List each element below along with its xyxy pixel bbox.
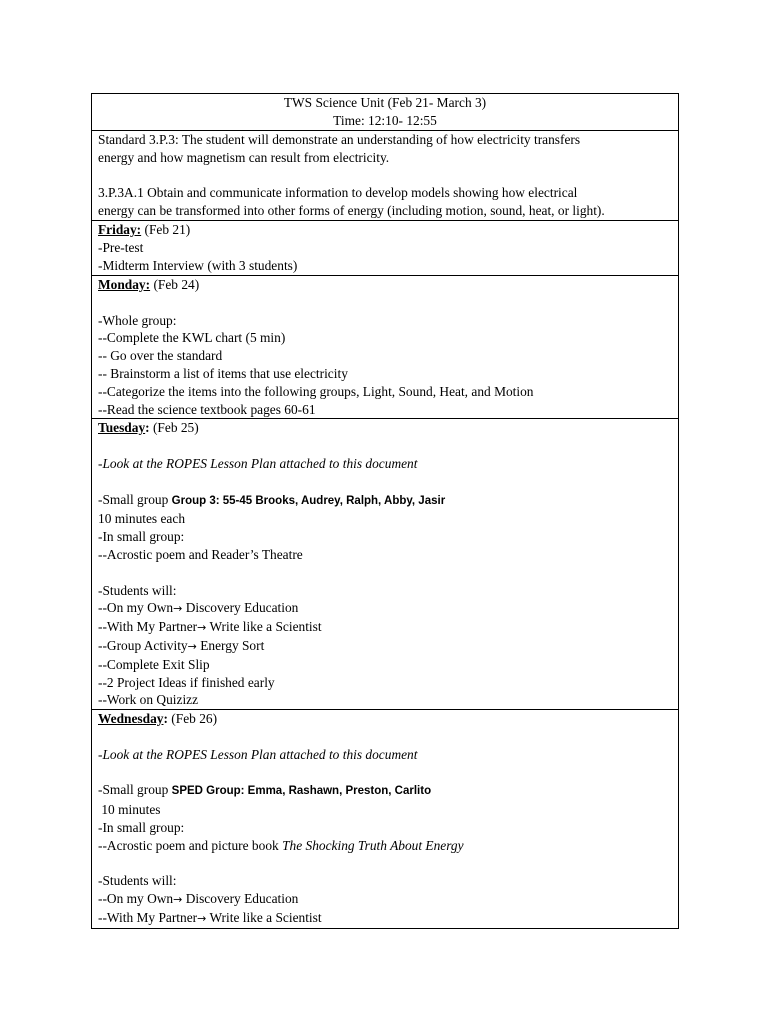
day-date: (Feb 25) [149,420,199,436]
day-heading [98,221,672,239]
list-item: 10 minutes each [98,511,186,527]
spacer [98,473,672,491]
header-cell [92,94,679,131]
tuesday-row [92,419,679,710]
right-arrow-icon: → [197,621,207,635]
list-item [98,637,672,656]
item-prefix: --On my Own [98,600,174,616]
spacer [98,855,672,873]
item-suffix: Write like a Scientist [206,619,322,635]
list-item [98,837,672,855]
list-item: -- Brainstorm a list of items that use electricity [98,365,348,381]
small-group-line [98,781,672,801]
list-item: --Complete Exit Slip [98,656,210,672]
item-prefix: --Group Activity [98,637,188,653]
spacer [98,564,672,582]
day-date: (Feb 26) [167,711,218,727]
header-row [92,94,679,131]
list-item: -In small group: [98,819,185,835]
small-group-prefix: -Small group [98,491,172,507]
list-item: --Complete the KWL chart (5 min) [98,330,286,346]
indicator-line: 3.P.3A.1 Obtain and communicate information to develop models showing how electrical [98,185,578,201]
monday-row [92,276,679,419]
list-item [98,909,672,928]
list-item: --Read the science textbook pages 60-61 [98,401,316,417]
book-title: The Shocking Truth About Energy [282,837,464,853]
day-colon: : [163,711,168,727]
spacer [98,764,672,782]
friday-cell [92,221,679,276]
spacer [98,167,672,185]
list-item: --Acrostic poem and Reader’s Theatre [98,546,303,562]
list-item: -- Go over the standard [98,348,223,364]
small-group-names: SPED Group: Emma, Rashawn, Preston, Carlito [171,785,432,798]
day-label: Wednesday [98,711,164,727]
standard-cell [92,131,679,221]
friday-row [92,221,679,276]
item-prefix: --With My Partner [98,619,198,635]
unit-title: TWS Science Unit (Feb 21- March 3) [283,95,487,110]
standard-row [92,131,679,221]
list-item: --Work on Quizizz [98,692,199,708]
list-item: -Students will: [98,582,177,598]
monday-cell [92,276,679,419]
day-colon: : [145,420,150,436]
right-arrow-icon: → [187,639,197,653]
item-suffix: Write like a Scientist [206,909,322,925]
day-heading [98,710,672,728]
unit-time: Time: 12:10- 12:55 [333,112,437,128]
list-item: 10 minutes [98,802,161,818]
day-heading [98,276,672,294]
right-arrow-icon: → [173,893,183,907]
item-suffix: Discovery Education [182,891,299,907]
tuesday-cell [92,419,679,710]
small-group-line [98,491,672,511]
right-arrow-icon: → [197,911,207,925]
list-item: --2 Project Ideas if finished early [98,674,275,690]
list-item: -Students will: [98,873,177,889]
list-item [98,618,672,637]
list-item: -In small group: [98,529,185,545]
list-item: -Whole group: [98,312,177,328]
day-date: (Feb 24) [150,277,200,292]
list-item [98,599,672,618]
day-label: Monday: [98,277,151,292]
item-prefix: --On my Own [98,891,174,907]
small-group-prefix: -Small group [98,782,172,798]
wednesday-row [92,710,679,929]
right-arrow-icon: → [173,602,183,616]
list-item: -Midterm Interview (with 3 students) [98,257,298,273]
item-suffix: Discovery Education [182,600,299,616]
indicator-line: energy can be transformed into other forms of energy (including motion, sound, heat, or light). [98,203,605,219]
standard-line: energy and how magnetism can result from electricity. [98,149,390,165]
day-heading [98,419,672,437]
standard-line: Standard 3.P.3: The student will demonstrate an understanding of how electricity transfers [98,132,581,147]
spacer [98,728,672,746]
ropes-note: -Look at the ROPES Lesson Plan attached to this document [98,455,418,471]
wednesday-cell [92,710,679,929]
ropes-note: -Look at the ROPES Lesson Plan attached to this document [98,746,418,762]
item-suffix: Energy Sort [196,637,265,653]
day-label: Friday: [98,222,142,237]
item-prefix: --Acrostic poem and picture book [98,837,283,853]
day-date: (Feb 21) [141,222,191,237]
list-item: -Pre-test [98,239,144,255]
spacer [98,294,672,312]
spacer [98,437,672,455]
small-group-names: Group 3: 55-45 Brooks, Audrey, Ralph, Abby, Jasir [171,494,446,507]
item-prefix: --With My Partner [98,909,198,925]
list-item [98,890,672,909]
day-label: Tuesday [98,420,146,436]
lesson-plan-table [91,93,679,929]
list-item: --Categorize the items into the following groups, Light, Sound, Heat, and Motion [98,383,534,399]
